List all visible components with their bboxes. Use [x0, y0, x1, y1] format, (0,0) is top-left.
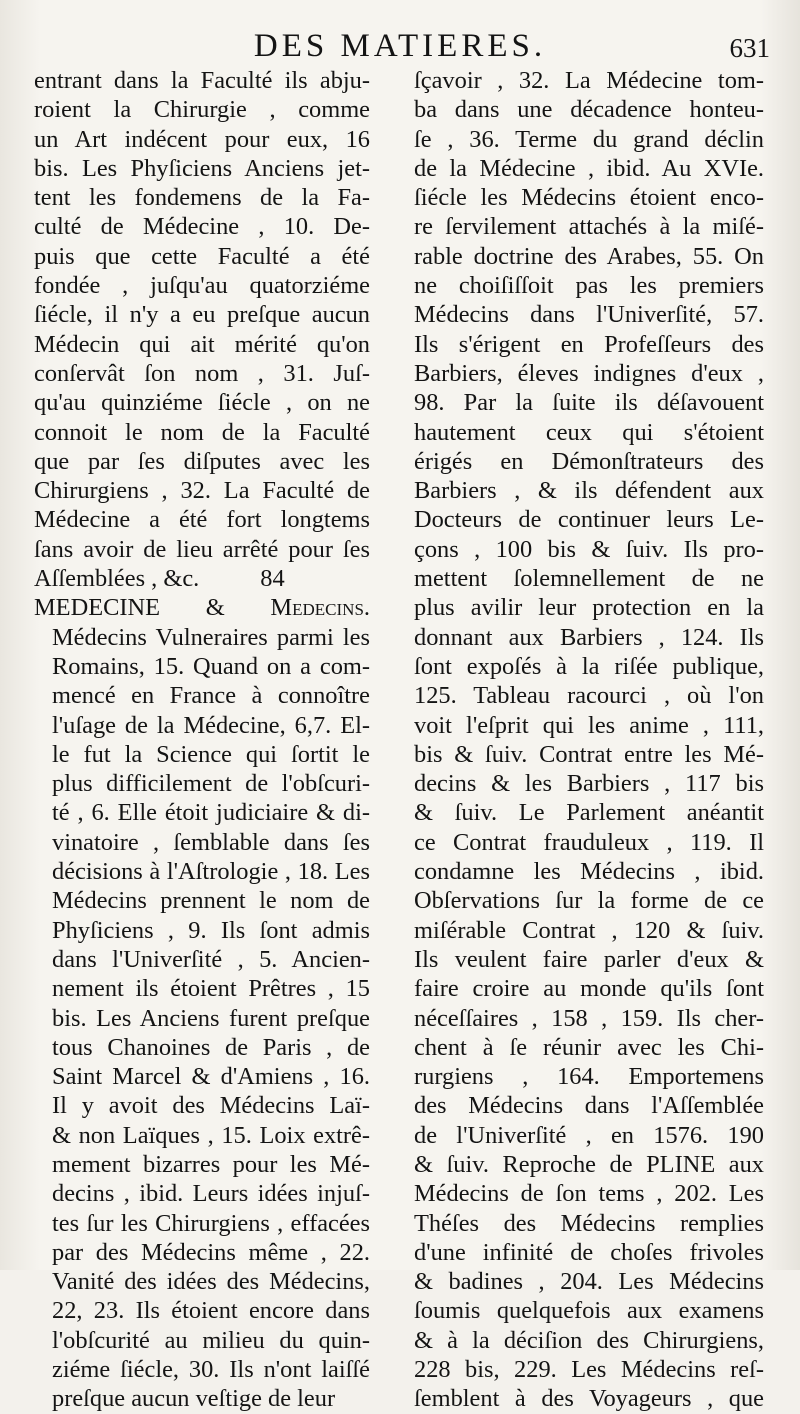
text-line: ſiécle, il n'y a eu preſque aucun — [34, 301, 370, 329]
text-line: ba dans une décadence honteu- — [414, 96, 764, 124]
text-line: Il y avoit des Médecins Laï- — [52, 1092, 370, 1120]
text-line: plus avilir leur protection en la — [414, 594, 764, 622]
left-column — [34, 66, 370, 1413]
text-line: tes ſur les Chirurgiens , effacées — [52, 1209, 370, 1237]
text-line: re ſervilement attachés à la miſé- — [414, 213, 764, 241]
text-line: culté de Médecine , 10. De- — [34, 213, 370, 241]
running-title: DES MATIERES. — [253, 28, 547, 64]
text-line: roient la Chirurgie , comme — [34, 96, 370, 124]
text-line: decins & les Barbiers , 117 bis — [414, 770, 764, 798]
text-line: rurgiens , 164. Emportemens — [414, 1063, 764, 1091]
text-line: Théſes des Médecins remplies — [414, 1209, 764, 1237]
text-line: té , 6. Elle étoit judiciaire & di- — [52, 799, 370, 827]
text-line: Barbiers , & ils défendent aux — [414, 477, 764, 505]
text-line: Médecins Vulneraires parmi les — [52, 623, 370, 651]
text-line: Médecins de ſon tems , 202. Les — [414, 1180, 764, 1208]
text-line: tous Chanoines de Paris , de — [52, 1033, 370, 1061]
text-line: érigés en Démonſtrateurs des — [414, 447, 764, 475]
text-line: tent les fondemens de la Fa- — [34, 184, 370, 212]
text-line: dans l'Univerſité , 5. Ancien- — [52, 945, 370, 973]
text-line: ſiécle les Médecins étoient enco- — [414, 184, 764, 212]
text-line: de la Médecine , ibid. Au XVIe. — [414, 154, 764, 182]
text-line: le fut la Science qui ſortit le — [52, 740, 370, 768]
text-line: ſans avoir de lieu arrêté pour ſes — [34, 535, 370, 563]
text-line: ce Contrat frauduleux , 119. Il — [414, 828, 764, 856]
text-line: 125. Tableau racourci , où l'on — [414, 682, 764, 710]
text-line: ſoumis quelquefois aux examens — [414, 1297, 764, 1325]
text-line: preſque aucun veſtige de leur — [52, 1385, 336, 1413]
text-line: chent à ſe réunir avec les Chi- — [414, 1033, 764, 1061]
text-line: par des Médecins même , 22. — [52, 1238, 370, 1266]
text-line: Obſervations ſur la forme de ce — [414, 887, 764, 915]
text-line: entrant dans la Faculté ils abju- — [34, 67, 370, 94]
text-line: Chirurgiens , 32. La Faculté de — [34, 477, 370, 505]
page-header — [30, 26, 770, 66]
text-line: conſervât ſon nom , 31. Juſ- — [34, 359, 370, 387]
text-line: & non Laïques , 15. Loix extrê- — [52, 1121, 370, 1149]
text-line: néceſſaires , 158 , 159. Ils cher- — [414, 1004, 764, 1032]
text-line: bis & ſuiv. Contrat entre les Mé- — [414, 740, 764, 768]
text-line: faire croire au monde qu'ils ſont — [414, 975, 764, 1003]
text-line: puis que cette Faculté a été — [34, 242, 370, 270]
text-line: que par ſes diſputes avec les — [34, 447, 370, 475]
text-line: 22, 23. Ils étoient encore dans — [52, 1297, 370, 1325]
text-line: Ils veulent faire parler d'eux & — [414, 945, 764, 973]
text-line: connoit le nom de la Faculté — [34, 418, 370, 446]
text-line: Vanité des idées des Médecins, — [52, 1268, 370, 1296]
text-line: Médecins prennent le nom de — [52, 887, 370, 915]
text-line: ſçavoir , 32. La Médecine tom- — [414, 67, 764, 94]
text-line: & badines , 204. Les Médecins — [414, 1268, 764, 1296]
text-line: Docteurs de continuer leurs Le- — [414, 506, 764, 534]
text-line: qu'au quinziéme ſiécle , on ne — [34, 389, 370, 417]
text-line: ſemblent à des Voyageurs , que — [414, 1385, 764, 1413]
text-line: & à la déciſion des Chirurgiens, — [414, 1326, 764, 1354]
text-line: çons , 100 bis & ſuiv. Ils pro- — [414, 535, 764, 563]
text-line: & ſuiv. Le Parlement anéantit — [414, 799, 764, 827]
text-line: mement bizarres pour les Mé- — [52, 1150, 370, 1178]
text-line: ſe , 36. Terme du grand déclin — [414, 125, 764, 153]
text-line: l'uſage de la Médecine, 6,7. El- — [52, 711, 370, 739]
text-line: miſérable Contrat , 120 & ſuiv. — [414, 916, 764, 944]
text-line: d'une infinité de choſes frivoles — [414, 1238, 764, 1266]
text-line: hautement ceux qui s'étoient — [414, 418, 764, 446]
text-line: ne choiſiſſoit pas les premiers — [414, 272, 764, 300]
text-line: rable doctrine des Arabes, 55. On — [414, 242, 764, 270]
text-line: nement ils étoient Prêtres , 15 — [52, 975, 370, 1003]
text-line: Ils s'érigent en Profeſſeurs des — [414, 330, 764, 358]
text-line: mettent ſolemnellement de ne — [414, 565, 764, 593]
text-line: & ſuiv. Reproche de PLINE aux — [414, 1150, 764, 1178]
text-line: bis. Les Anciens furent preſque — [52, 1004, 370, 1032]
text-line: decins , ibid. Leurs idées injuſ- — [52, 1180, 370, 1208]
text-line: Médecin qui ait mérité qu'on — [34, 330, 370, 358]
text-line: un Art indécent pour eux, 16 — [34, 125, 370, 153]
text-line: donnant aux Barbiers , 124. Ils — [414, 623, 764, 651]
text-line: mencé en France à connoître — [52, 682, 370, 710]
text-line: ziéme ſiécle, 30. Ils n'ont laiſſé — [52, 1356, 370, 1384]
index-heading: MEDECINE & Medecins. — [34, 594, 370, 622]
text-line: 98. Par la ſuite ils déſavouent — [414, 389, 764, 417]
text-line: fondée , juſqu'au quatorziéme — [34, 272, 370, 300]
text-line: vinatoire , ſemblable dans ſes — [52, 828, 370, 856]
text-line: de l'Univerſité , en 1576. 190 — [414, 1121, 764, 1149]
text-line: 228 bis, 229. Les Médecins reſ- — [414, 1356, 764, 1384]
text-line: ſont expoſés à la riſée publique, — [414, 652, 764, 680]
text-line: décisions à l'Aſtrologie , 18. Les — [52, 858, 370, 886]
text-line: Aſſemblées , &c. 84 — [34, 565, 285, 593]
text-line: Médecins dans l'Univerſité, 57. — [414, 301, 764, 329]
text-line: Romains, 15. Quand on a com- — [52, 652, 370, 680]
text-line: l'obſcurité au milieu du quin- — [52, 1326, 370, 1354]
right-column — [414, 66, 764, 1413]
text-line: condamne les Médecins , ibid. — [414, 858, 764, 886]
text-line: Barbiers, éleves indignes d'eux , — [414, 359, 764, 387]
text-line: plus difficilement de l'obſcuri- — [52, 770, 370, 798]
text-line: Médecine a été fort longtems — [34, 506, 370, 534]
text-line: des Médecins dans l'Aſſemblée — [414, 1092, 764, 1120]
text-line: Phyſiciens , 9. Ils ſont admis — [52, 916, 370, 944]
text-line: bis. Les Phyſiciens Anciens jet- — [34, 154, 370, 182]
text-line: Saint Marcel & d'Amiens , 16. — [52, 1063, 370, 1091]
page-number: 631 — [729, 33, 770, 63]
text-line: voit l'eſprit qui les anime , 111, — [414, 711, 764, 739]
